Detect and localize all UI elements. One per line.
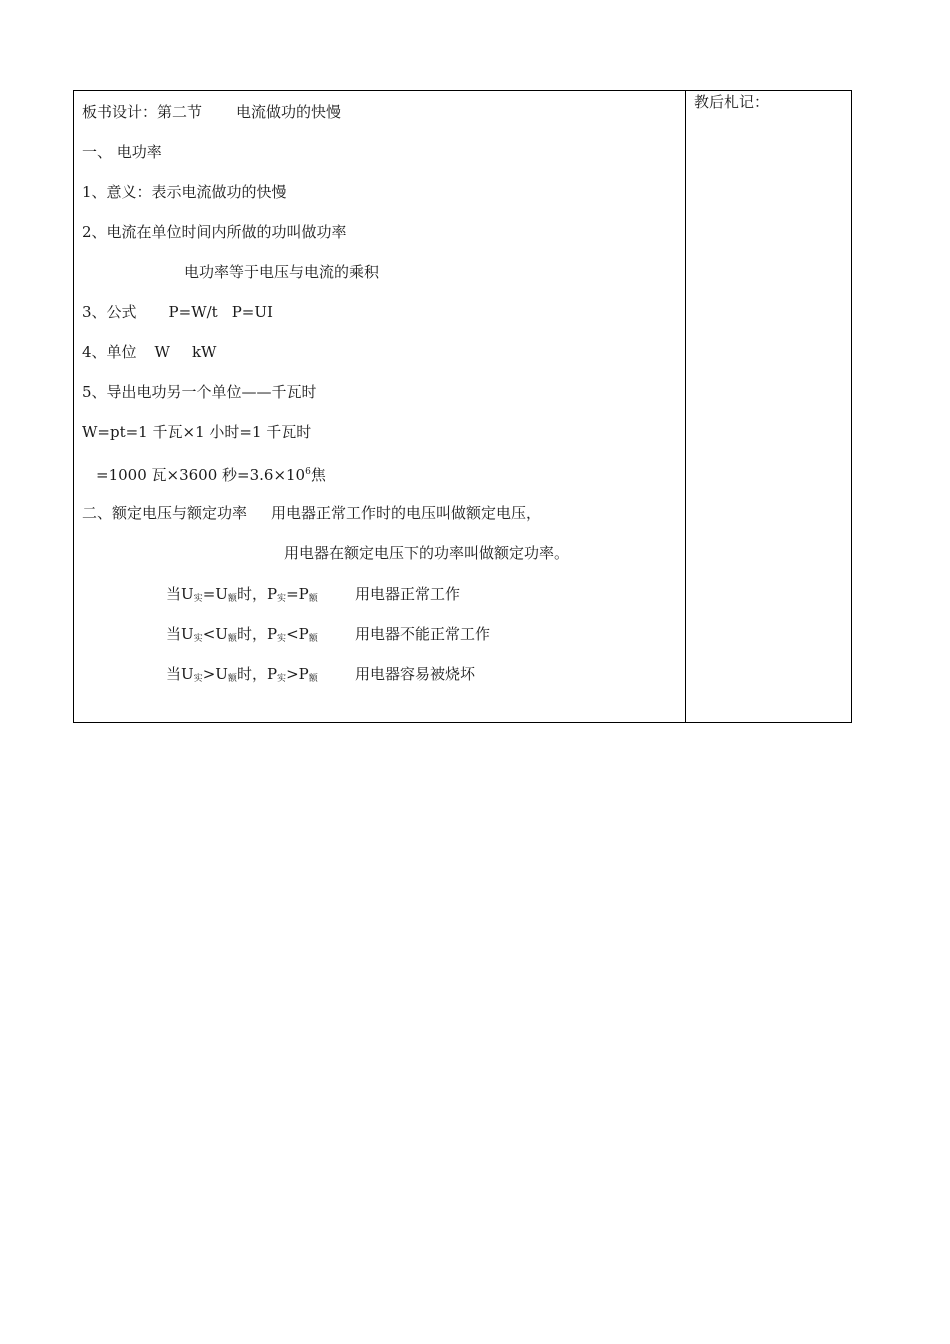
formula-power-work-time: P=W/t [168,303,218,321]
board-title-label: 板书设计：第二节 [82,103,203,121]
item-3 [82,302,273,322]
item-2: 2、电流在单位时间内所做的功叫做功率 [82,223,347,241]
equation-2-main: =1000 瓦×3600 秒=3.6×10 [96,466,306,484]
rated-voltage-definition: 用电器正常工作时的电压叫做额定电压， [271,504,542,522]
condition-less: 当$U_实<U_额$时，$P_实<P_额$ [166,625,318,644]
item-1: 1、意义：表示电流做功的快慢 [82,183,287,201]
section-2-title: 二、额定电压与额定功率 [82,504,248,522]
column-divider [685,91,686,722]
notes-title: 教后札记： [694,93,770,111]
equation-1: W=pt=1 千瓦×1 小时=1 千瓦时 [82,423,312,441]
item-3-label: 3、公式 [82,303,137,321]
item-2-note: 电功率等于电压与电流的乘积 [184,263,380,281]
equation-2 [96,462,326,485]
result-abnormal-operation: 用电器不能正常工作 [355,625,491,643]
equation-2-exponent: 6 [305,467,311,477]
condition-equal: 当$U_实=U_额$时，$P_实=P_额$ [166,585,318,604]
result-burnout-risk: 用电器容易被烧坏 [355,665,476,683]
equation-2-unit: 焦 [310,466,326,484]
item-5: 5、导出电功另一个单位——千瓦时 [82,383,317,401]
section-2-heading [82,503,541,523]
result-normal-operation: 用电器正常工作 [355,585,461,603]
unit-kilowatt: kW [191,343,217,361]
board-title-text: 电流做功的快慢 [236,103,342,121]
board-title [82,102,341,122]
section-1-heading: 一、 电功率 [82,143,162,161]
formula-power-voltage-current: P=UI [231,303,273,321]
unit-watt: W [154,343,170,361]
item-4 [82,342,216,362]
condition-greater: 当$U_实>U_额$时，$P_实>P_额$ [166,665,318,684]
item-4-label: 4、单位 [82,343,137,361]
rated-power-definition: 用电器在额定电压下的功率叫做额定功率。 [284,544,570,562]
